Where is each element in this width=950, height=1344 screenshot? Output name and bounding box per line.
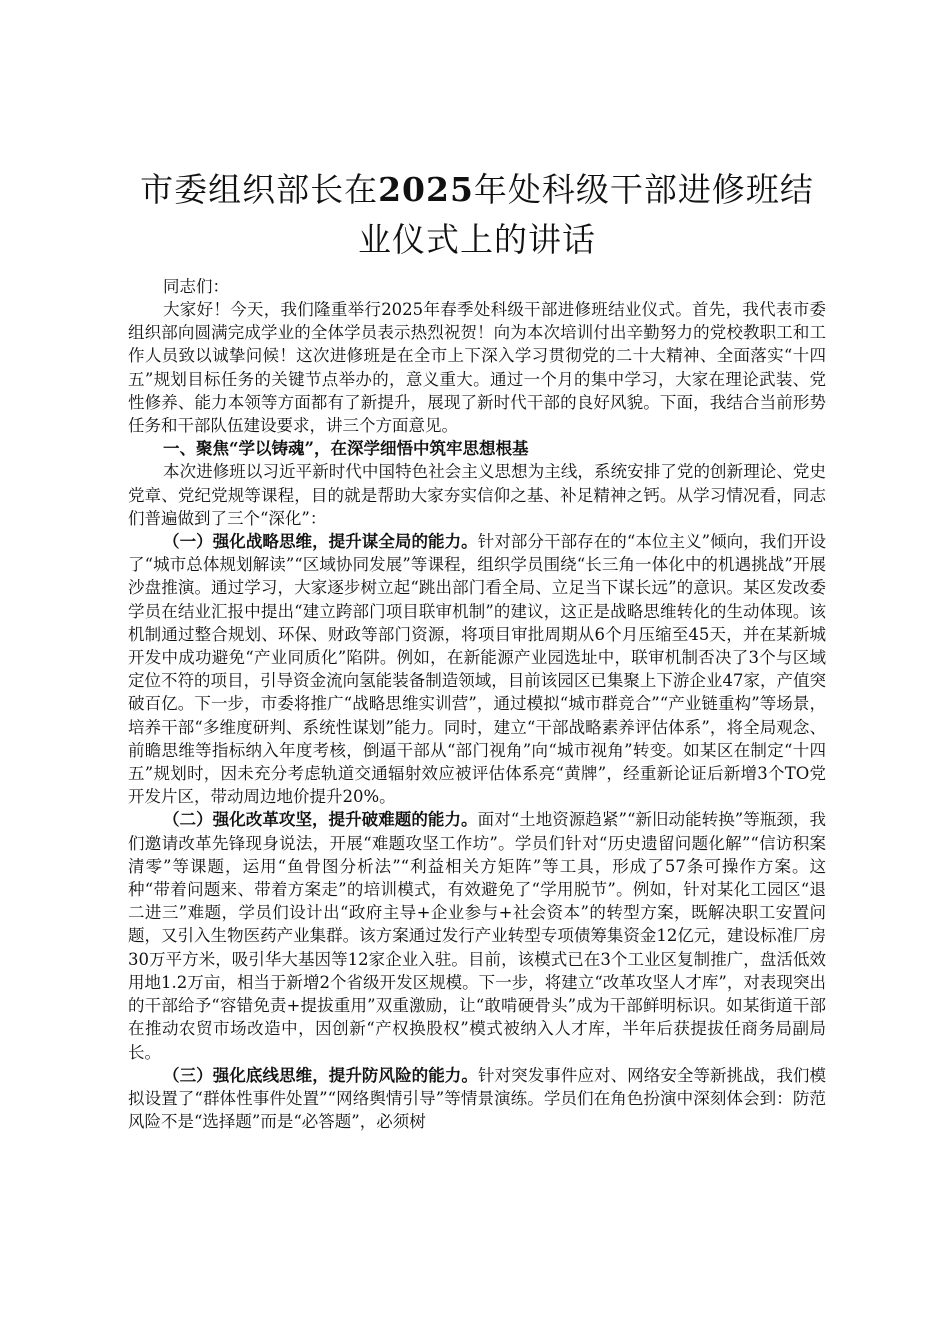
speech-title bbox=[128, 165, 826, 265]
intro-paragraph: 大家好！今天，我们隆重举行2025年春季处科级干部进修班结业仪式。首先，我代表市委组织部向圆满完成学业的全体学员表示热烈祝贺！向为本次培训付出辛勤努力的党校教职工和工作人员致以诚挚问候！这次进修班是在全市上下深入学习贯彻党的二十大精神、全面落实“十四五”规划目标任务的关键节点举办的，意义重大。通过一个月的集中学习，大家在理论武装、党性修养、能力本领等方面都有了新提升，展现了新时代干部的良好风貌。下面，我结合当前形势任务和干部队伍建设要求，讲三个方面意见。 bbox=[128, 300, 826, 436]
title-line-2: 业仪式上的讲话 bbox=[358, 220, 596, 259]
point-paragraph-1 bbox=[128, 530, 826, 808]
document-page bbox=[128, 165, 826, 1133]
title-prefix: 市委组织部长在 bbox=[140, 170, 379, 209]
point-paragraph-2 bbox=[128, 808, 826, 1063]
point-lead-1: （一）强化战略思维，提升谋全局的能力。 bbox=[163, 532, 478, 552]
title-year: 2025 bbox=[378, 170, 474, 209]
point-paragraph-3 bbox=[128, 1064, 826, 1134]
salutation: 同志们： bbox=[163, 277, 229, 296]
section-intro-paragraph: 本次进修班以习近平新时代中国特色社会主义思想为主线，系统安排了党的创新理论、党史党章、党纪党规等课程，目的就是帮助大家夯实信仰之基、补足精神之钙。从学习情况看，同志们普遍做到了三个“深化”： bbox=[128, 462, 826, 528]
point-lead-2: （二）强化改革攻坚，提升破难题的能力。 bbox=[163, 810, 478, 830]
point-lead-3: （三）强化底线思维，提升防风险的能力。 bbox=[163, 1065, 478, 1085]
point-body-1: 针对部分干部存在的“本位主义”倾向，我们开设了“城市总体规划解读”“区域协同发展”等课程，组织学员围绕“长三角一体化中的机遇挑战”开展沙盘推演。通过学习，大家逐步树立起“跳出部门看全局、立足当下谋长远”的意识。某区发改委学员在结业汇报中提出“建立跨部门项目联审机制”的建议，这正是战略思维转化的生动体现。该机制通过整合规划、环保、财政等部门资源，将项目审批周期从6个月压缩至45天，并在某新城开发中成功避免“产业同质化”陷阱。例如，在新能源产业园选址中，联审机制否决了3个与区域定位不符的项目，引导资金流向氢能装备制造领域，目前该园区已集聚上下游企业47家，产值突破百亿。下一步，市委将推广“战略思维实训营”，通过模拟“城市群竞合”“产业链重构”等场景，培养干部“多维度研判、系统性谋划”能力。同时，建立“干部战略素养评估体系”，将全局观念、前瞻思维等指标纳入年度考核，倒逼干部从“部门视角”向“城市视角”转变。如某区在制定“十四五”规划时，因未充分考虑轨道交通辐射效应被评估体系亮“黄牌”，经重新论证后新增3个TO党开发片区，带动周边地价提升20%。 bbox=[128, 532, 826, 807]
point-body-2: 面对“土地资源趋紧”“新旧动能转换”等瓶颈，我们邀请改革先锋现身说法，开展“难题攻坚工作坊”。学员们针对“历史遗留问题化解”“信访积案清零”等课题，运用“鱼骨图分析法”“利益相关方矩阵”等工具，形成了57条可操作方案。这种“带着问题来、带着方案走”的培训模式，有效避免了“学用脱节”。例如，针对某化工园区“退二进三”难题，学员们设计出“政府主导+企业参与+社会资本”的转型方案，既解决职工安置问题，又引入生物医药产业集群。该方案通过发行产业转型专项债筹集资金12亿元，建设标准厂房30万平方米，吸引华大基因等12家企业入驻。目前，该模式已在3个工业区复制推广，盘活低效用地1.2万亩，相当于新增2个省级开发区规模。下一步，将建立“改革攻坚人才库”，对表现突出的干部给予“容错免责+提拔重用”双重激励，让“敢啃硬骨头”成为干部鲜明标识。如某街道干部在推动农贸市场改造中，因创新“产权换股权”模式被纳入人才库，半年后获提拔任商务局副局长。 bbox=[128, 810, 827, 1062]
title-suffix: 年处科级干部进修班结 bbox=[473, 170, 814, 209]
section-heading-1: 一、聚焦“学以铸魂”，在深学细悟中筑牢思想根基 bbox=[163, 439, 529, 459]
point-body-3: 针对突发事件应对、网络安全等新挑战，我们模拟设置了“群体性事件处置”“网络舆情引导”等情景演练。学员们在角色扮演中深刻体会到：防范风险不是“选择题”而是“必答题”，必须树 bbox=[128, 1065, 827, 1132]
